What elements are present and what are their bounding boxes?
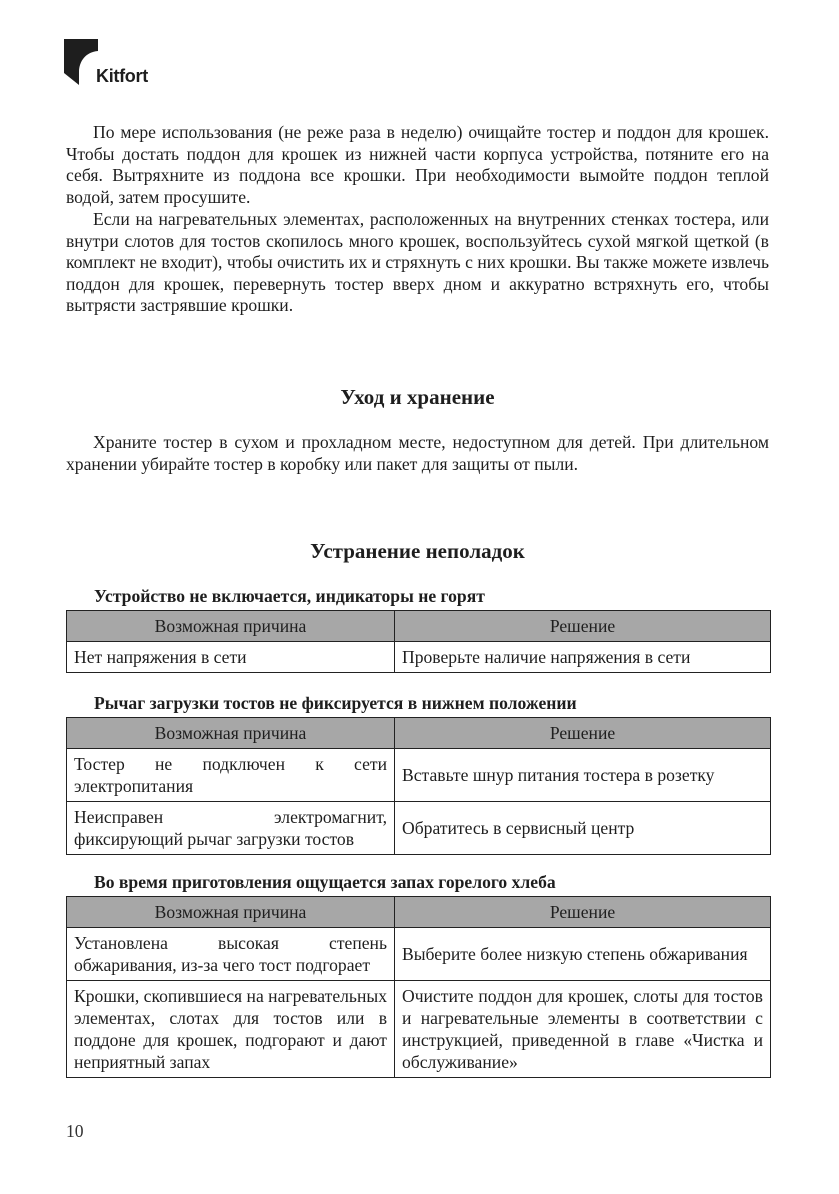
- column-header-cause: Возможная причина: [67, 611, 395, 642]
- cause-cell: Установлена высокая степень обжаривания, из-за чего тост подгорает: [67, 928, 395, 981]
- cause-cell: Крошки, скопившиеся на нагревательных элементах, слотах для тостов или в поддоне для крошек, подгорают и дают неприятный запах: [67, 981, 395, 1078]
- troubleshooting-heading: Устранение неполадок: [310, 539, 525, 563]
- column-header-cause: Возможная причина: [67, 897, 395, 928]
- cleaning-paragraph-1: По мере использования (не реже раза в неделю) очищайте тостер и поддон для крошек. Чтобы достать поддон для крошек из нижней части корпуса устройства, потяните его на себя. Вытряхните из поддона все крошки. При необходимости вымойте поддон теплой водой, затем просушите.: [66, 122, 769, 207]
- page-number: 10: [66, 1121, 84, 1141]
- kitfort-logo: [64, 39, 100, 85]
- table-row: [67, 642, 771, 673]
- cause-cell: Тостер не подключен к сети электропитания: [67, 749, 395, 802]
- column-header-cause: Возможная причина: [67, 718, 395, 749]
- solution-cell: Проверьте наличие напряжения в сети: [395, 642, 771, 673]
- troubleshooting-table-2: [66, 717, 771, 855]
- solution-cell: Обратитесь в сервисный центр: [395, 802, 771, 855]
- troubleshooting-table-3: [66, 896, 771, 1078]
- table-header-row: [67, 897, 771, 928]
- troubleshooting-table-1: [66, 610, 771, 673]
- table-header-row: [67, 611, 771, 642]
- table-row: [67, 802, 771, 855]
- problem-title-2: Рычаг загрузки тостов не фиксируется в нижнем положении: [94, 693, 577, 713]
- solution-cell: Вставьте шнур питания тостера в розетку: [395, 749, 771, 802]
- table-row: [67, 928, 771, 981]
- kitfort-logo-mark: [64, 39, 100, 85]
- column-header-solution: Решение: [395, 718, 771, 749]
- problem-title-1: Устройство не включается, индикаторы не горят: [94, 586, 485, 606]
- storage-paragraph: Храните тостер в сухом и прохладном месте, недоступном для детей. При длительном хранении убирайте тостер в коробку или пакет для защиты от пыли.: [66, 432, 769, 474]
- cause-cell: Неисправен электромагнит, фиксирующий рычаг загрузки тостов: [67, 802, 395, 855]
- cause-cell: Нет напряжения в сети: [67, 642, 395, 673]
- table-header-row: [67, 718, 771, 749]
- column-header-solution: Решение: [395, 897, 771, 928]
- column-header-solution: Решение: [395, 611, 771, 642]
- brand-name: Kitfort: [96, 66, 148, 86]
- care-heading: Уход и хранение: [340, 385, 495, 409]
- table-row: [67, 981, 771, 1078]
- problem-title-3: Во время приготовления ощущается запах горелого хлеба: [94, 872, 556, 892]
- solution-cell: Выберите более низкую степень обжаривания: [395, 928, 771, 981]
- table-row: [67, 749, 771, 802]
- solution-cell: Очистите поддон для крошек, слоты для тостов и нагревательные элементы в соответствии с инструкцией, приведенной в главе «Чистка и обслуживание»: [395, 981, 771, 1078]
- cleaning-paragraph-2: Если на нагревательных элементах, расположенных на внутренних стенках тостера, или внутри слотов для тостов скопилось много крошек, воспользуйтесь сухой мягкой щеткой (в комплект не входит), чтобы очистить их и стряхнуть с них крошки. Вы также можете извлечь поддон для крошек, перевернуть тостер вверх дном и аккуратно встряхнуть его, чтобы вытрясти застрявшие крошки.: [66, 209, 769, 316]
